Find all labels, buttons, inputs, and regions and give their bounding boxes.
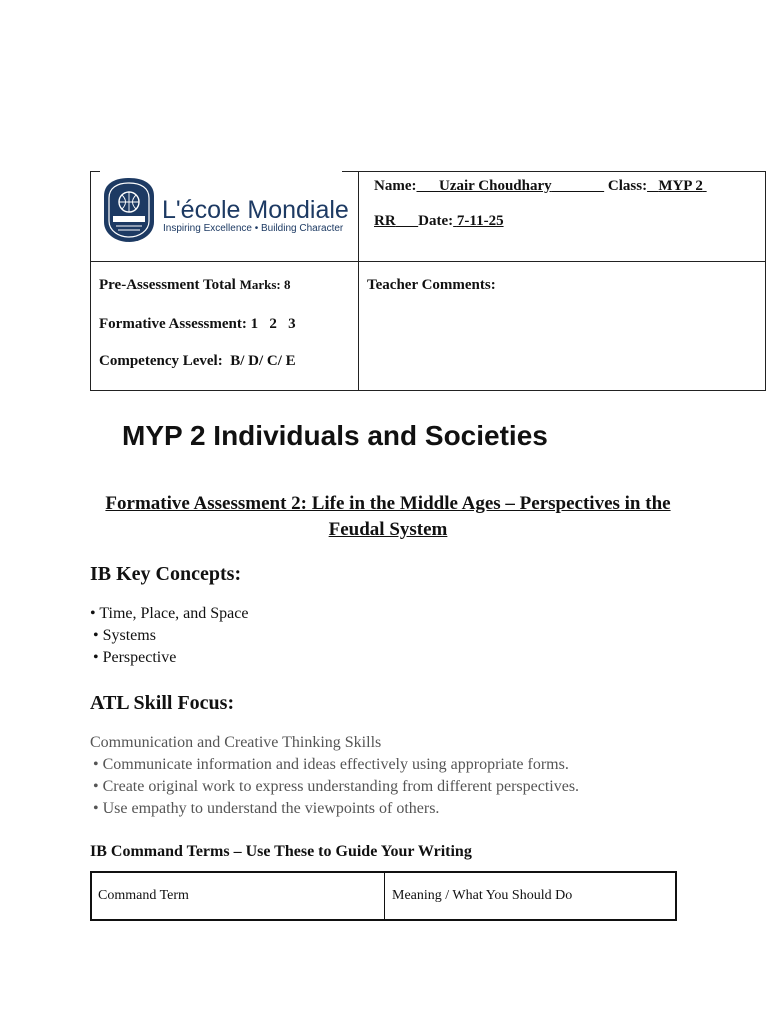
name-value: Uzair Choudhary [438,178,552,194]
key-concepts-section [90,563,248,669]
atl-item: • Create original work to express understanding from different perspectives. [93,778,580,795]
atl-item: • Communicate information and ideas effectively using appropriate forms. [93,756,569,773]
key-concepts-heading: IB Key Concepts: [90,563,242,585]
student-info-line-1 [374,178,707,195]
pre-assessment-label: Pre-Assessment Total [99,277,236,293]
class-suffix: RR [374,213,396,229]
school-emblem-icon [100,176,158,244]
formative-line [99,316,296,333]
class-field [647,178,707,194]
subtitle-line-2: Feudal System [328,519,448,540]
logo-name: L'école Mondiale [162,196,349,224]
class-label: Class: [607,178,648,194]
date-value: 7-11-25 [456,213,504,229]
student-info-line-2 [374,213,504,230]
school-logo [96,174,349,246]
table-divider-vertical [358,171,359,391]
table-border-top-left [90,171,100,172]
assessment-subtitle [90,491,686,543]
logo-tagline: Inspiring Excellence • Building Character [163,223,344,234]
date-field [453,213,503,229]
command-terms-table [90,871,677,921]
meaning-column-header: Meaning / What You Should Do [392,888,573,903]
key-concept-item: • Time, Place, and Space [90,605,249,622]
table-border-left [90,171,91,391]
formative-label: Formative Assessment: [99,316,247,332]
formative-options: 1 2 3 [250,316,296,332]
table-border-top-right [342,171,766,172]
atl-heading: ATL Skill Focus: [90,692,235,714]
date-label: Date: [418,213,454,229]
key-concept-item: • Perspective [93,649,177,666]
table-column-divider [384,873,385,919]
atl-item: • Use empathy to understand the viewpoints of others. [93,800,440,817]
name-label: Name: [374,178,417,194]
class-value: MYP 2 [658,178,703,194]
command-terms-heading: IB Command Terms – Use These to Guide Your Writing [90,843,472,860]
subtitle-line-1: Formative Assessment 2: Life in the Middle Ages – Perspectives in the [105,493,671,514]
command-term-column-header: Command Term [98,888,189,903]
class-suffix-field [374,213,418,229]
pre-assessment-marks: Marks: 8 [239,277,291,292]
table-border-bottom [90,390,766,391]
page-title: MYP 2 Individuals and Societies [122,420,548,451]
pre-assessment-line [99,277,290,294]
competency-line [99,353,296,370]
table-border-right [765,171,766,391]
atl-intro: Communication and Creative Thinking Skills [90,734,382,751]
competency-options: B/ D/ C/ E [230,353,296,369]
atl-section [90,692,579,820]
name-field [416,178,604,194]
competency-label: Competency Level: [99,353,223,369]
teacher-comments-label: Teacher Comments: [367,277,496,293]
key-concept-item: • Systems [93,627,156,644]
table-divider-horizontal [90,261,766,262]
